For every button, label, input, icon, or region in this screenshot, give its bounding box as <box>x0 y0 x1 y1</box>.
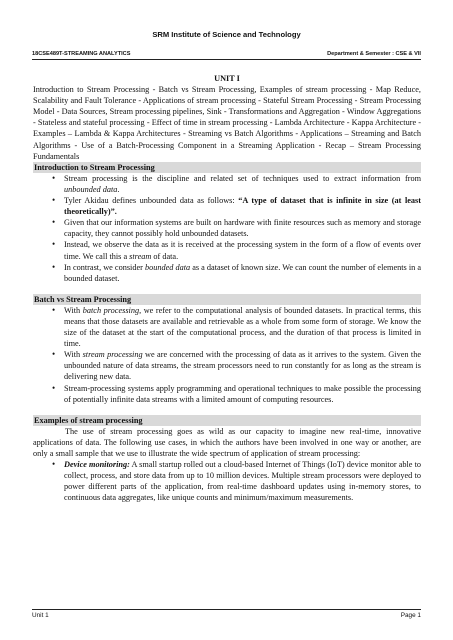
course-code: 18CSE489T-STREAMING ANALYTICS <box>32 51 131 57</box>
list-item: • Instead, we observe the data as it is received at the processing system in the form of a flow of events over time. We call this a stream of data. <box>64 239 421 261</box>
list-item: • Given that our information systems are built on hardware with finite resources such as memory and storage capacity, they cannot possibly hold unbounded datasets. <box>64 217 421 239</box>
course-header-row <box>32 51 421 57</box>
list-item: • With batch processing, we refer to the computational analysis of bounded datasets. In practical terms, this means that those datasets are available and retrievable as a whole from some form of storage. We know the size of the dataset at the start of the computational process, and the duration of that process is limited in time. <box>64 305 421 349</box>
footer-unit: Unit 1 <box>32 612 49 619</box>
list-item: • Stream processing is the discipline and related set of techniques used to extract information from unbounded data. <box>64 173 421 195</box>
footer-page-number: Page 1 <box>400 612 421 619</box>
list-item: • In contrast, we consider bounded data as a dataset of known size. We can count the number of elements in a bounded dataset. <box>64 262 421 284</box>
list-item: • Stream-processing systems apply programming and operational techniques to make possible the processing of potentially infinite data streams with a limited amount of computing resources. <box>64 383 421 405</box>
section-heading-intro: Introduction to Stream Processing <box>33 162 421 173</box>
example-title: Device monitoring: <box>64 460 130 470</box>
section-heading-examples: Examples of stream processing <box>33 415 421 426</box>
list-item: • With stream processing we are concerned with the processing of data as it arrives to the system. Given the unbounded nature of data streams, the stream processors need to run constantly for as long as the stream is delivering new data. <box>64 349 421 382</box>
institution-header: SRM Institute of Science and Technology <box>152 30 301 39</box>
batch-bullet-list <box>33 305 421 405</box>
unit-title: UNIT I <box>214 74 240 83</box>
definition-quote: “A type of dataset that is infinite in size (at least theoretically)”. <box>64 196 421 217</box>
header-divider <box>32 59 421 60</box>
footer-row <box>32 612 421 619</box>
examples-bullet-list <box>33 459 421 503</box>
list-item: • Device monitoring: A small startup rolled out a cloud-based Internet of Things (IoT) device monitor able to collect, process, and store data from up to 10 million devices. Multiple stream processors were deployed to power different parts of the application, from real-time dashboard updates using in-memory stores, to continuous data aggregates, like unique counts and minimum/maximum measurements. <box>64 459 421 503</box>
section-heading-batch-vs-stream: Batch vs Stream Processing <box>33 294 421 305</box>
examples-paragraph: The use of stream processing goes as wild as our capacity to imagine new real-time, innovative applications of data. The following use cases, in which the authors have been involved in one way or another, are only a small sample that we use to illustrate the wide spectrum of application of stream processing: <box>33 426 421 458</box>
unit-syllabus-paragraph: Introduction to Stream Processing - Batch vs Stream Processing, Examples of stream processing - Map Reduce, Scalability and Fault Tolerance - Applications of stream processing - Stateful Stream Processing - Stream Processing Model - Data Sources, Stream processing pipelines, Sink - Transformations and Aggregation - Window Aggregations - Stateless and stateful processing - Effect of time in stream processing - Lambda Architecture - Kappa Architecture - Examples – Lambda & Kappa Architectures - Streaming vs Batch Algorithms - Applications – Streaming and Batch Algorithms - Use of a Batch-Processing Component in a Streaming Application - Recap – Stream Processing Fundamentals <box>33 85 421 161</box>
department-semester: Department & Semester : CSE & VII <box>327 51 421 57</box>
footer-divider <box>32 609 421 610</box>
intro-bullet-list <box>33 173 421 284</box>
list-item: • Tyler Akidau defines unbounded data as follows: “A type of dataset that is infinite in size (at least theoretically)”. <box>64 195 421 217</box>
page-content <box>33 73 421 503</box>
